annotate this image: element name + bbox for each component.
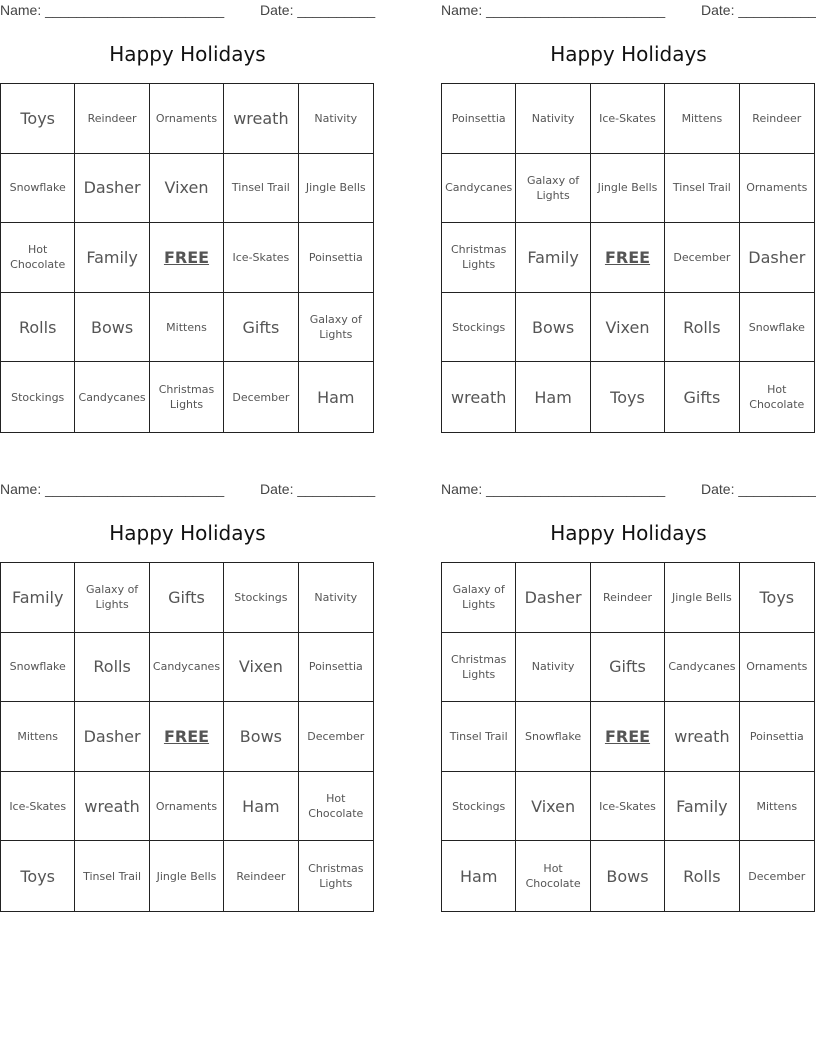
bingo-cell: Tinsel Trail [665, 154, 739, 224]
bingo-cell: Candycanes [665, 633, 739, 703]
card-title: Happy Holidays [550, 521, 707, 545]
bingo-cell: Poinsettia [299, 223, 373, 293]
bingo-cell: Christmas Lights [150, 362, 224, 432]
bingo-cell: Hot Chocolate [516, 841, 590, 911]
date-field-label: Date: __________ [701, 481, 816, 497]
bingo-cell: Ornaments [150, 772, 224, 842]
bingo-cell: Christmas Lights [308, 862, 364, 891]
bingo-cell: Bows [591, 841, 665, 911]
free-space-cell: FREE [591, 223, 665, 293]
free-space-cell: FREE [150, 702, 224, 772]
bingo-cell: Ham [224, 772, 298, 842]
bingo-cell: Dasher [740, 223, 814, 293]
bingo-cell: Snowflake [1, 154, 75, 224]
bingo-cell: Jingle Bells [665, 563, 739, 633]
bingo-cell: Ice-Skates [1, 772, 75, 842]
bingo-cell: Gifts [591, 633, 665, 703]
bingo-cell: Toys [740, 563, 814, 633]
bingo-cell: Dasher [75, 154, 149, 224]
bingo-grid [441, 562, 815, 912]
bingo-cell: Christmas Lights [442, 223, 516, 293]
bingo-cell: Stockings [442, 293, 516, 363]
bingo-cell: Rolls [1, 293, 75, 363]
bingo-cell: Jingle Bells [150, 841, 224, 911]
bingo-cell: Candycanes [75, 362, 149, 432]
bingo-cell: Galaxy of Lights [75, 563, 149, 633]
bingo-cell: Ornaments [740, 154, 814, 224]
bingo-cell: Nativity [299, 84, 373, 154]
bingo-card-1 [0, 0, 376, 412]
bingo-cell: Snowflake [516, 702, 590, 772]
bingo-cell: Rolls [75, 633, 149, 703]
bingo-cell: Mittens [150, 293, 224, 363]
bingo-cell: Vixen [224, 633, 298, 703]
bingo-cell: Vixen [150, 154, 224, 224]
bingo-cell: Candycanes [442, 154, 516, 224]
bingo-cell: wreath [224, 84, 298, 154]
bingo-cell: December [665, 223, 739, 293]
bingo-cell: Stockings [1, 362, 75, 432]
card-title: Happy Holidays [109, 521, 266, 545]
bingo-cell: December [299, 702, 373, 772]
card-title: Happy Holidays [550, 42, 707, 66]
bingo-grid [441, 83, 815, 433]
bingo-cell: Mittens [740, 772, 814, 842]
bingo-cell: Ornaments [740, 633, 814, 703]
bingo-cell: Stockings [442, 772, 516, 842]
bingo-cell: Bows [516, 293, 590, 363]
bingo-cell: Rolls [665, 293, 739, 363]
date-field-label: Date: __________ [701, 2, 816, 18]
bingo-cell: Gifts [150, 563, 224, 633]
bingo-cell: Gifts [665, 362, 739, 432]
name-field-label: Name: _______________________ [441, 2, 666, 18]
bingo-cell: Tinsel Trail [75, 841, 149, 911]
name-field-label: Name: _______________________ [441, 481, 666, 497]
bingo-cell: Vixen [516, 772, 590, 842]
date-field-label: Date: __________ [260, 2, 376, 18]
bingo-cell: Family [1, 563, 75, 633]
bingo-cell: Gifts [224, 293, 298, 363]
bingo-cell: Reindeer [591, 563, 665, 633]
name-field-label: Name: _______________________ [0, 481, 225, 497]
bingo-cell: Mittens [665, 84, 739, 154]
name-field-label: Name: _______________________ [0, 2, 225, 18]
free-space-cell: FREE [150, 223, 224, 293]
bingo-cell: Vixen [591, 293, 665, 363]
bingo-grid [0, 83, 374, 433]
bingo-cell: Jingle Bells [591, 154, 665, 224]
bingo-cell: Snowflake [1, 633, 75, 703]
bingo-cell: Poinsettia [299, 633, 373, 703]
bingo-cell: Galaxy of Lights [442, 563, 516, 633]
card-header [0, 479, 375, 499]
bingo-cell: Reindeer [75, 84, 149, 154]
bingo-cell: wreath [442, 362, 516, 432]
bingo-cell: Ice-Skates [591, 772, 665, 842]
card-header [441, 0, 816, 20]
bingo-cell: Galaxy of Lights [299, 293, 373, 363]
bingo-cell: Bows [224, 702, 298, 772]
bingo-cell: Toys [1, 84, 75, 154]
bingo-cell: wreath [75, 772, 149, 842]
bingo-cell: Bows [75, 293, 149, 363]
bingo-cell: wreath [665, 702, 739, 772]
card-title: Happy Holidays [109, 42, 266, 66]
bingo-cell: Reindeer [224, 841, 298, 911]
bingo-cell: Hot Chocolate [1, 223, 75, 293]
bingo-cell: Family [75, 223, 149, 293]
bingo-cell: December [748, 869, 806, 883]
bingo-cell: Stockings [224, 563, 298, 633]
bingo-cell: Rolls [665, 841, 739, 911]
bingo-cell: Hot Chocolate [749, 383, 805, 412]
card-header [441, 479, 816, 499]
bingo-cell: Dasher [75, 702, 149, 772]
bingo-cell: Mittens [1, 702, 75, 772]
bingo-cell: Ham [442, 841, 516, 911]
bingo-cell: December [224, 362, 298, 432]
bingo-cell: Tinsel Trail [224, 154, 298, 224]
bingo-card-3 [0, 479, 376, 891]
bingo-card-2 [441, 0, 816, 412]
date-field-label: Date: __________ [260, 481, 376, 497]
bingo-cell: Nativity [516, 633, 590, 703]
bingo-cell: Reindeer [740, 84, 814, 154]
bingo-cell: Nativity [299, 563, 373, 633]
bingo-cell: Family [516, 223, 590, 293]
bingo-cell: Galaxy of Lights [516, 154, 590, 224]
bingo-cell: Ice-Skates [224, 223, 298, 293]
bingo-cell: Poinsettia [740, 702, 814, 772]
bingo-cell: Ice-Skates [591, 84, 665, 154]
bingo-cell: Candycanes [150, 633, 224, 703]
bingo-grid [0, 562, 374, 912]
bingo-cell: Poinsettia [442, 84, 516, 154]
bingo-cell: Jingle Bells [299, 154, 373, 224]
bingo-cell: Tinsel Trail [442, 702, 516, 772]
bingo-cell: Christmas Lights [442, 633, 516, 703]
bingo-cell: Snowflake [740, 293, 814, 363]
bingo-cell: Dasher [516, 563, 590, 633]
bingo-cell: Family [665, 772, 739, 842]
bingo-cell: Hot Chocolate [299, 772, 373, 842]
bingo-card-4 [441, 479, 816, 891]
bingo-cell: Ham [516, 362, 590, 432]
bingo-cell: Nativity [516, 84, 590, 154]
bingo-cell: Toys [591, 362, 665, 432]
card-header [0, 0, 375, 20]
bingo-cell: Ham [317, 387, 355, 407]
free-space-cell: FREE [591, 702, 665, 772]
bingo-cell: Ornaments [150, 84, 224, 154]
bingo-cell: Toys [1, 841, 75, 911]
